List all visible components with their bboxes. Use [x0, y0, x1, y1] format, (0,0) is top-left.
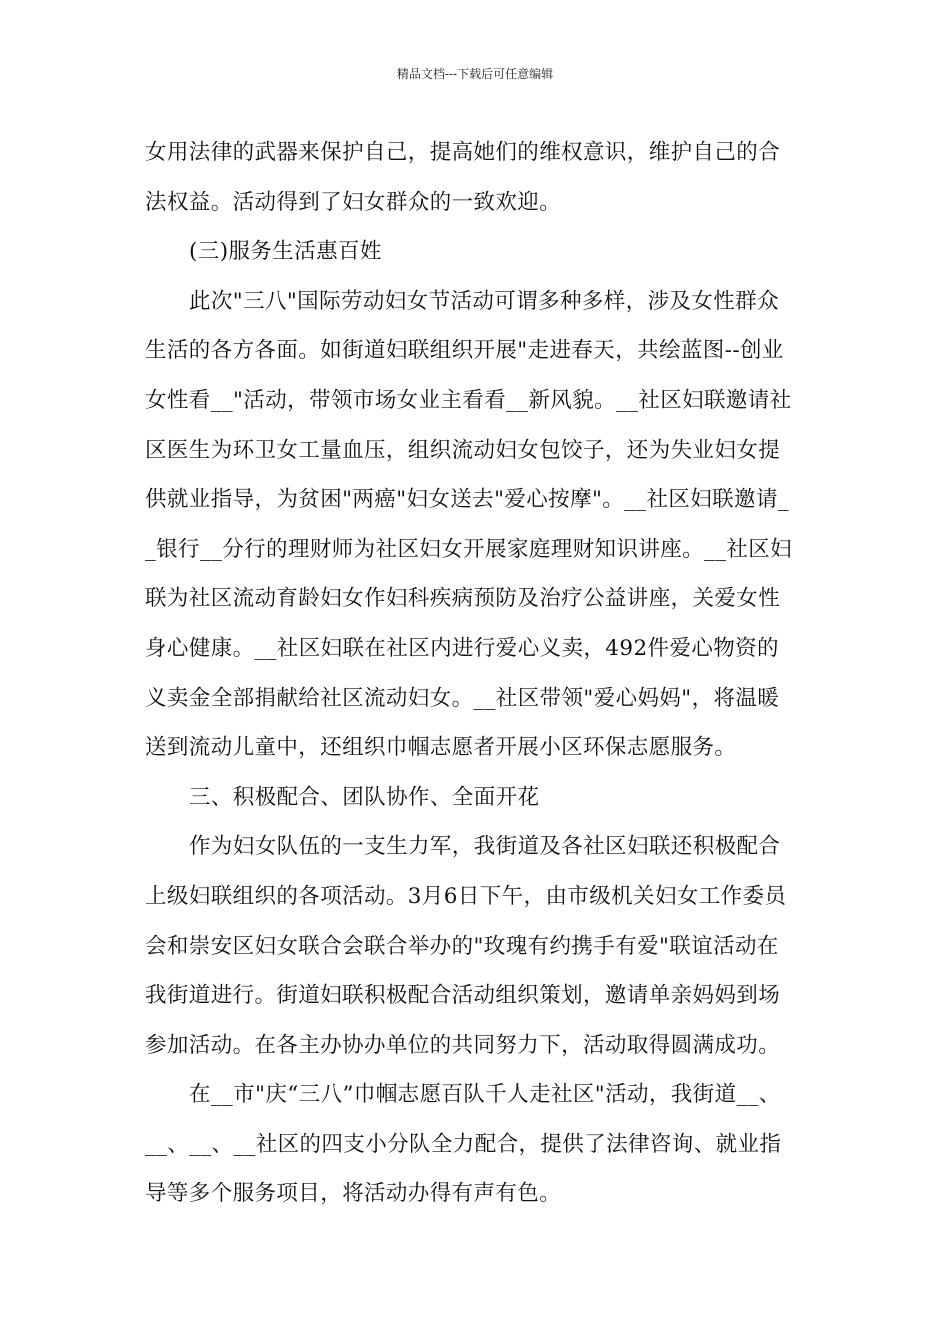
- text-line: 导等多个服务项目，将活动办得有声有色。: [145, 1181, 562, 1207]
- text-line: 联为社区流动育龄妇女作妇科疾病预防及治疗公益讲座，关爱女性: [145, 586, 781, 612]
- text-line: 女用法律的武器来保护自己，提高她们的维权意识，维护自己的合: [145, 140, 781, 165]
- text-line: 供就业指导，为贫困"两癌"妇女送去"爱心按摩"。__社区妇联邀请_: [145, 487, 790, 513]
- text-line: 会和崇安区妇女联合会联合举办的"玫瑰有约携手有爱"联谊活动在: [145, 933, 779, 959]
- text-line: 义卖金全部捐献给社区流动妇女。__社区带领"爱心妈妈"，将温暖: [145, 685, 780, 711]
- paragraph-start: 在__市"庆“三八”巾帼志愿百队千人走社区"活动，我街道__、: [189, 1082, 781, 1108]
- text-line: 参加活动。在各主办协办单位的共同努力下，活动取得圆满成功。: [145, 1032, 781, 1058]
- text-line: 区医生为环卫女工量血压，组织流动妇女包饺子，还为失业妇女提: [145, 437, 781, 463]
- text-line: 送到流动儿童中，还组织巾帼志愿者开展小区环保志愿服务。: [145, 735, 737, 761]
- text-line: 生活的各方各面。如街道妇联组织开展"走进春天，共绘蓝图--创业: [145, 338, 784, 364]
- text-line: 上级妇联组织的各项活动。3月6日下午，由市级机关妇女工作委员: [145, 883, 787, 909]
- text-line: 女性看__"活动，带领市场女业主看看__新风貌。__社区妇联邀请社: [145, 387, 792, 413]
- section-heading: 三、积极配合、团队协作、全面开花: [189, 784, 540, 810]
- text-line: 法权益。活动得到了妇女群众的一致欢迎。: [145, 189, 562, 215]
- section-heading: (三)服务生活惠百姓: [189, 239, 382, 265]
- paragraph-start: 此次"三八"国际劳动妇女节活动可谓多种多样，涉及女性群众: [189, 288, 779, 314]
- text-line: 我街道进行。街道妇联积极配合活动组织策划，邀请单亲妈妈到场: [145, 983, 781, 1009]
- paragraph-start: 作为妇女队伍的一支生力军，我街道及各社区妇联还积极配合: [189, 834, 781, 860]
- document-body: [145, 128, 811, 1219]
- text-line: _银行__分行的理财师为社区妇女开展家庭理财知识讲座。__社区妇: [145, 536, 793, 562]
- text-line: __、__、__社区的四支小分队全力配合，提供了法律咨询、就业指: [145, 1131, 782, 1157]
- page-header: 精品文档---下载后可任意编辑: [396, 67, 554, 81]
- text-line: 身心健康。__社区妇联在社区内进行爱心义卖，492件爱心物资的: [145, 635, 779, 661]
